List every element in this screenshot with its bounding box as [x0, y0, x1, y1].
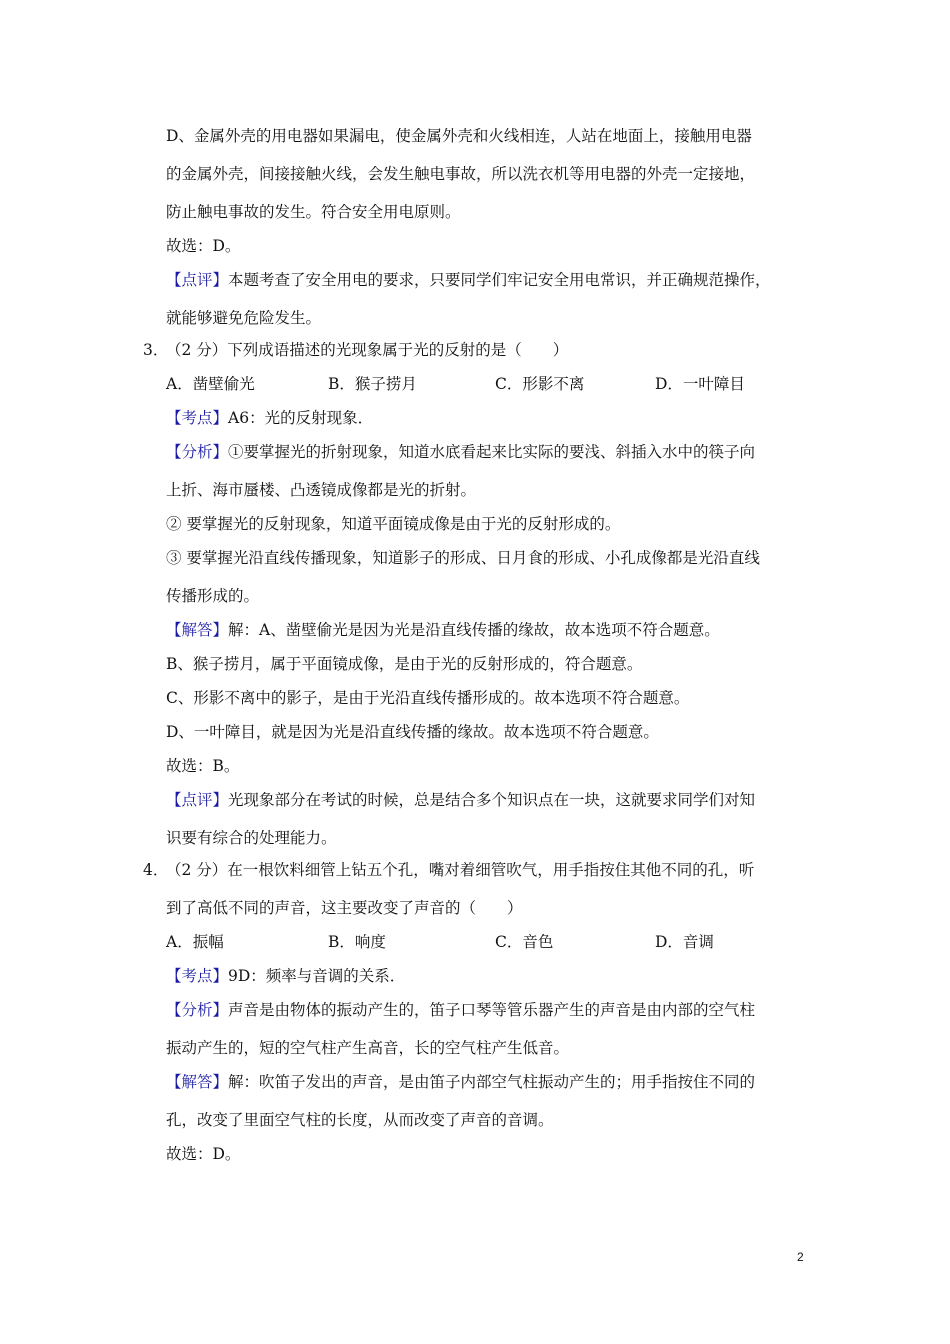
q3-answer: 故选：B。 — [166, 757, 240, 775]
review-tag: 【点评】 — [166, 791, 229, 809]
q3-review-line-2: 识要有综合的处理能力。 — [166, 829, 337, 847]
page-number: 2 — [797, 1250, 804, 1264]
q3-number: 3． — [143, 341, 169, 359]
q3-review-line-1: 【点评】光现象部分在考试的时候，总是结合多个知识点在一块，这就要求同学们对知 — [166, 791, 756, 809]
q3-kaodian: 【考点】A6：光的反射现象． — [166, 409, 374, 427]
q3-option-b: B．猴子捞月 — [328, 375, 417, 393]
fenxi-tag: 【分析】 — [166, 443, 229, 461]
q4-kaodian: 【考点】9D：频率与音调的关系． — [166, 967, 406, 985]
q3-fenxi-line-2: 上折、海市蜃楼、凸透镜成像都是光的折射。 — [166, 481, 477, 499]
q4-fenxi-line-1: 【分析】声音是由物体的振动产生的，笛子口琴等管乐器产生的声音是由内部的空气柱 — [166, 1001, 756, 1019]
q4-option-d: D．音调 — [655, 933, 714, 951]
prev-d-line-1: D、金属外壳的用电器如果漏电，使金属外壳和火线相连，人站在地面上，接触用电器 — [166, 127, 752, 145]
q4-jieda-line-1: 【解答】解：吹笛子发出的声音，是由笛子内部空气柱振动产生的；用手指按住不同的 — [166, 1073, 756, 1091]
fenxi-tag: 【分析】 — [166, 1001, 229, 1019]
q4-number: 4． — [143, 861, 169, 879]
jieda-tag: 【解答】 — [166, 1073, 229, 1091]
prev-review-line-2: 就能够避免危险发生。 — [166, 309, 322, 327]
q4-jieda-line-2: 孔，改变了里面空气柱的长度，从而改变了声音的音调。 — [166, 1111, 554, 1129]
q4-option-c: C．音色 — [495, 933, 554, 951]
kaodian-tag: 【考点】 — [166, 409, 229, 427]
review-tag: 【点评】 — [166, 271, 229, 289]
q3-jieda-line-1: 【解答】解：A、凿壁偷光是因为光是沿直线传播的缘故，故本选项不符合题意。 — [166, 621, 720, 639]
q3-jieda-line-4: D、一叶障目，就是因为光是沿直线传播的缘故。故本选项不符合题意。 — [166, 723, 659, 741]
q3-jieda-line-2: B、猴子捞月，属于平面镜成像，是由于光的反射形成的，符合题意。 — [166, 655, 643, 673]
prev-answer: 故选：D。 — [166, 237, 241, 255]
q4-stem-line-1: （2 分）在一根饮料细管上钻五个孔，嘴对着细管吹气，用手指按住其他不同的孔，听 — [166, 861, 755, 879]
q3-stem: （2 分）下列成语描述的光现象属于光的反射的是（ ） — [166, 341, 569, 359]
q3-jieda-line-3: C、形影不离中的影子，是由于光沿直线传播形成的。故本选项不符合题意。 — [166, 689, 690, 707]
kaodian-tag: 【考点】 — [166, 967, 229, 985]
q3-fenxi-line-3: ② 要掌握光的反射现象，知道平面镜成像是由于光的反射形成的。 — [166, 515, 621, 533]
q4-option-b: B．响度 — [328, 933, 386, 951]
q3-option-d: D．一叶障目 — [655, 375, 745, 393]
prev-review-line-1: 【点评】本题考查了安全用电的要求，只要同学们牢记安全用电常识，并正确规范操作， — [166, 271, 771, 289]
q4-stem-line-2: 到了高低不同的声音，这主要改变了声音的（ ） — [166, 899, 523, 917]
q4-answer: 故选：D。 — [166, 1145, 241, 1163]
q3-fenxi-line-5: 传播形成的。 — [166, 587, 260, 605]
q3-fenxi-line-4: ③ 要掌握光沿直线传播现象，知道影子的形成、日月食的形成、小孔成像都是光沿直线 — [166, 549, 760, 567]
q3-option-c: C．形影不离 — [495, 375, 585, 393]
q3-option-a: A．凿壁偷光 — [166, 375, 255, 393]
prev-d-line-3: 防止触电事故的发生。符合安全用电原则。 — [166, 203, 461, 221]
prev-d-line-2: 的金属外壳，间接接触火线，会发生触电事故，所以洗衣机等用电器的外壳一定接地， — [166, 165, 756, 183]
q4-option-a: A．振幅 — [166, 933, 224, 951]
q4-fenxi-line-2: 振动产生的，短的空气柱产生高音，长的空气柱产生低音。 — [166, 1039, 570, 1057]
jieda-tag: 【解答】 — [166, 621, 229, 639]
q3-fenxi-line-1: 【分析】①要掌握光的折射现象，知道水底看起来比实际的要浅、斜插入水中的筷子向 — [166, 443, 756, 461]
